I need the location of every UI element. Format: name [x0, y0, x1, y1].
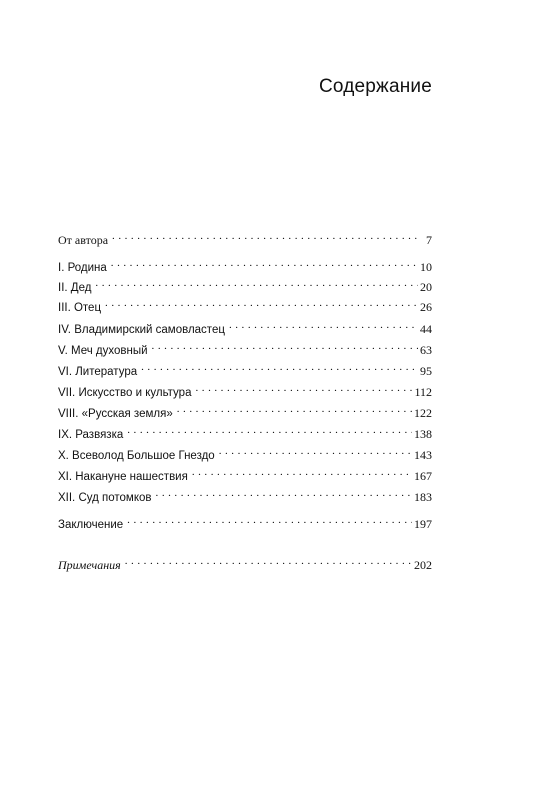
toc-entry-label: X. Всеволод Большое Гнездо — [58, 450, 215, 462]
toc-entry-chapter-1[interactable] — [58, 255, 432, 276]
toc-entry-page: 143 — [414, 448, 432, 462]
dot-leader — [105, 295, 418, 311]
dot-leader — [127, 512, 412, 528]
toc-entry-chapter-6[interactable] — [58, 359, 432, 380]
toc-entry-label: Заключение — [58, 519, 124, 531]
toc-entry-label: XI. Накануне нашествия — [58, 471, 188, 483]
toc-entry-chapter-7[interactable] — [58, 380, 432, 401]
toc-entry-page: 112 — [414, 385, 432, 399]
toc-entry-label: V. Меч духовный — [58, 345, 148, 357]
toc-entry-conclusion[interactable] — [58, 512, 432, 533]
toc-entry-from-author[interactable] — [58, 228, 432, 248]
toc-entry-notes[interactable] — [58, 553, 432, 573]
toc-entry-label: От автора — [58, 233, 109, 247]
toc-entry-label: XII. Суд потомков — [58, 492, 152, 504]
toc-entry-page: 202 — [414, 558, 432, 572]
toc-entry-chapter-11[interactable] — [58, 464, 432, 485]
toc-entry-label: Примечания — [58, 558, 121, 572]
toc-entry-chapter-4[interactable] — [58, 317, 432, 338]
toc-entry-label: III. Отец — [58, 302, 102, 314]
toc-entry-chapter-3[interactable] — [58, 295, 432, 316]
toc-entry-label: IV. Владимирский самовластец — [58, 324, 225, 336]
dot-leader — [112, 228, 420, 244]
toc-entry-page: 44 — [420, 322, 432, 336]
toc-entry-page: 10 — [420, 260, 432, 274]
dot-leader — [141, 359, 418, 375]
toc-entry-page: 197 — [414, 517, 432, 531]
toc-entry-chapter-9[interactable] — [58, 422, 432, 443]
dot-leader — [152, 338, 418, 354]
toc-entry-chapter-10[interactable] — [58, 443, 432, 464]
toc-entry-label: VIII. «Русская земля» — [58, 408, 173, 420]
toc-entry-chapter-5[interactable] — [58, 338, 432, 359]
toc-entry-page: 7 — [426, 233, 432, 247]
toc-entry-page: 63 — [420, 343, 432, 357]
dot-leader — [95, 275, 418, 291]
toc-entry-chapter-2[interactable] — [58, 275, 432, 296]
toc-entry-page: 167 — [414, 469, 432, 483]
toc-entry-page: 95 — [420, 364, 432, 378]
dot-leader — [192, 464, 412, 480]
dot-leader — [111, 255, 418, 271]
toc-entry-page: 26 — [420, 300, 432, 314]
dot-leader — [195, 380, 412, 396]
toc-entry-page: 122 — [414, 406, 432, 420]
toc-entry-page: 138 — [414, 427, 432, 441]
toc-entry-label: VI. Литература — [58, 366, 138, 378]
toc-entry-label: II. Дед — [58, 282, 92, 294]
dot-leader — [156, 485, 412, 501]
toc-entry-label: IX. Развязка — [58, 429, 124, 441]
toc-entry-chapter-12[interactable] — [58, 485, 432, 506]
toc-entry-page: 183 — [414, 490, 432, 504]
toc-entry-page: 20 — [420, 280, 432, 294]
dot-leader — [177, 401, 412, 417]
toc-entry-label: VII. Искусство и культура — [58, 387, 192, 399]
page-title: Содержание — [318, 76, 432, 97]
dot-leader — [127, 422, 412, 438]
toc-entry-chapter-8[interactable] — [58, 401, 432, 422]
dot-leader — [125, 553, 412, 569]
dot-leader — [219, 443, 412, 459]
toc-entry-label: I. Родина — [58, 262, 107, 274]
dot-leader — [229, 317, 418, 333]
